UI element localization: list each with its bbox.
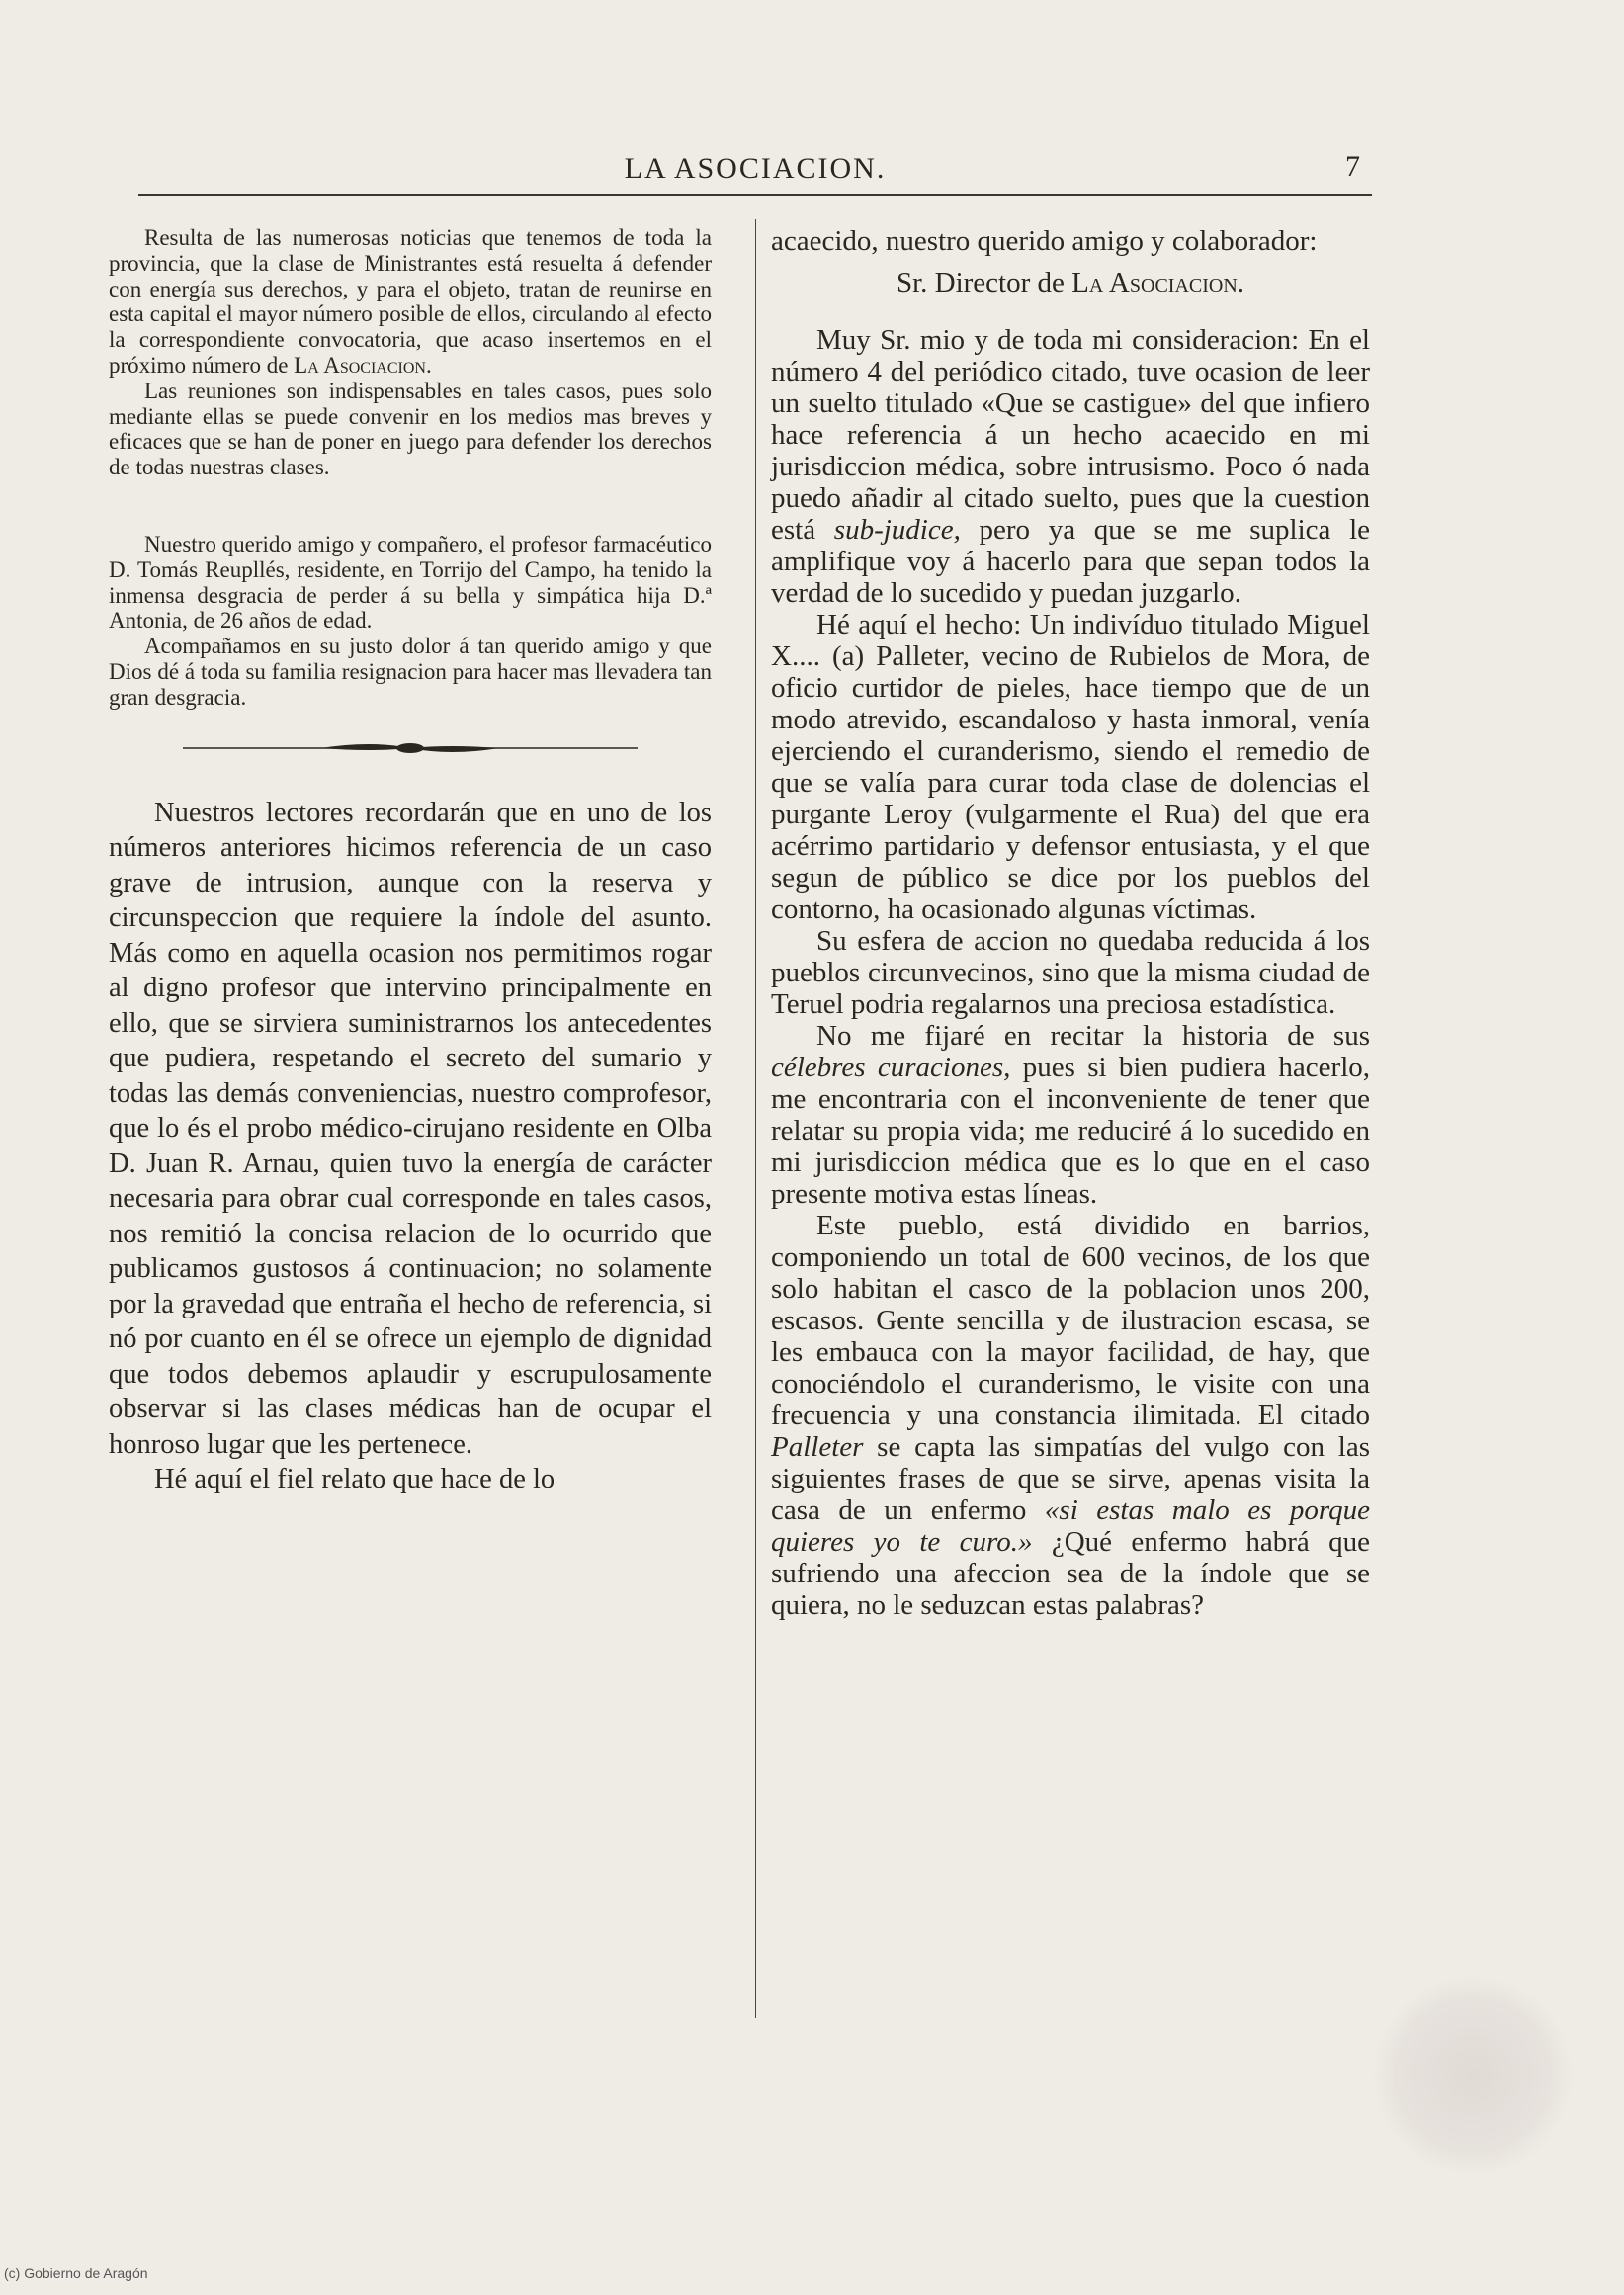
letter-p1-a: Muy Sr. mio y de toda mi consideracion: En el número 4 del periódico citado, tuve ocasion de leer un suelto titulado «Que se castigue» del que infiero hace referencia á un hecho acaecido en mi jurisdiccion médica, sobre intrusismo. Poco ó nada puedo añadir al citado suelto, pues que la cuestion está: [771, 324, 1370, 546]
notice-obituary: Nuestro querido amigo y compañero, el profesor farmacéutico D. Tomás Reupllés, residente, en Torrijo del Campo, ha tenido la inmensa desgracia de perder á su bella y simpática hija D.ª Antonia, de 26 años de edad.: [109, 531, 712, 634]
letter-paragraph-3: Su esfera de accion no quedaba reducida á los pueblos circunvecinos, sino que la misma ciudad de Teruel podria regalarnos una preciosa estadística.: [771, 925, 1370, 1020]
letter-paragraph-5: [771, 1210, 1370, 1621]
letter-p5-italic-1: Palleter: [771, 1431, 864, 1463]
letter-p4-a: No me fijaré en recitar la historia de sus: [816, 1020, 1370, 1052]
spacer: [771, 298, 1370, 324]
column-divider: [755, 219, 756, 2018]
letter-p5-italic-2: «si estas malo es porque quieres yo te curo.»: [771, 1494, 1371, 1558]
letter-p4-b: pues si bien pudiera hacerlo, me encontraria con el inconveniente de tener que relatar su propia vida; me reduciré á lo sucedido en mi jurisdiccion médica que es lo que en el caso presente motiva estas líneas.: [771, 1052, 1371, 1210]
spacer: [109, 480, 712, 506]
letter-p5-b: se capta las simpatías del vulgo con las siguientes frases de que se sirve, apenas visita la casa de un enfermo: [771, 1431, 1370, 1526]
letter-paragraph-4: [771, 1020, 1370, 1210]
salutation-prefix: Sr. Director de: [896, 267, 1065, 298]
notice-reuniones: Las reuniones son indispensables en tales casos, pues solo mediante ellas se puede convenir en los medios mas breves y eficaces que se han de poner en juego para defender los derechos de todas nuestras clases.: [109, 378, 712, 480]
article-lead-in: Hé aquí el fiel relato que hace de lo: [154, 1464, 556, 1495]
section-ornament: [183, 738, 638, 758]
library-stamp: [1374, 1977, 1572, 2174]
spacer: [771, 257, 1370, 267]
notice-condolence: Acompañamos en su justo dolor á tan querido amigo y que Dios dé á toda su familia resignacion para hacer mas llevadera tan gran desgracia.: [109, 634, 712, 710]
salutation-journal: La Asociacion.: [1071, 267, 1245, 298]
page-number: 7: [1345, 150, 1360, 183]
notice-ministrantes: Resulta de las numerosas noticias que tenemos de toda la provincia, que la clase de Ministrantes está resuelta á defender con energía sus derechos, y para el objeto, tratan de reunirse en esta capital el mayor número posible de ellos, circulando al efecto la correspondiente convocatoria, que acaso insertemos en el próximo número de La Asociacion.: [109, 225, 712, 378]
notice-ministrantes-text: Resulta de las numerosas noticias que tenemos de toda la provincia, que la clase de Ministrantes está resuelta á defender con energía sus derechos, y para el objeto, tratan de reunirse en esta capital el mayor número posible de ellos, circulando al efecto la correspondiente convocatoria, que acaso insertemos en el próximo número de: [109, 225, 712, 378]
page-header: [138, 148, 1372, 188]
header-rule: [138, 194, 1372, 196]
copyright-credit: (c) Gobierno de Aragón: [4, 2265, 148, 2281]
letter-intro: acaecido, nuestro querido amigo y colaborador:: [771, 225, 1318, 257]
article-intro: Nuestros lectores recordarán que en uno de los números anteriores hicimos referencia de un caso grave de intrusion, aunque con la reserva y circunspeccion que requiere la índole del asunto. Más como en aquella ocasion nos permitimos rogar al digno profesor que intervino principalmente en ello, que se sirviera suministrarnos los antecedentes que pudiera, respetando el secreto del sumario y todas las demás conveniencias, nuestro comprofesor, que lo és el probo médico-cirujano residente en Olba D. Juan R. Arnau, quien tuvo la energía de carácter necesaria para obrar cual corresponde en tales casos, nos remitió la concisa relacion de lo ocurrido que publicamos gustosos á continuacion; no solamente por la gravedad que entraña el hecho de referencia, si nó por cuanto en él se ofrece un ejemplo de dignidad que todos debemos aplaudir y escrupulosamente observar si las clases médicas han de ocupar el honroso lugar que les pertenece.: [109, 797, 712, 1460]
letter-paragraph-2: Hé aquí el hecho: Un indivíduo titulado Miguel X.... (a) Palleter, vecino de Rubielos de Mora, de oficio curtidor de pieles, hace tiempo que de un modo atrevido, escandaloso y hasta inmoral, venía ejerciendo el curanderismo, siendo el remedio de que se valía para curar toda clase de dolencias el purgante Leroy (vulgarmente el Rua) del que era acérrimo partidario y defensor entusiasta, y el que segun de público se dice por los pueblos del contorno, ha ocasionado algunas víctimas.: [771, 609, 1370, 925]
letter-p4-italic: célebres curaciones,: [771, 1052, 1011, 1083]
right-column: [771, 225, 1370, 1621]
spacer: [109, 506, 712, 532]
letter-paragraph-1: [771, 324, 1370, 609]
journal-title: LA ASOCIACION.: [624, 152, 887, 185]
letter-p5-c: ¿Qué enfermo habrá que sufriendo una afeccion sea de la índole que se quiera, no le seduzcan estas palabras?: [771, 1526, 1370, 1621]
left-column: [109, 225, 712, 1497]
letter-p1-italic: sub-judice,: [833, 514, 961, 546]
journal-name: La Asociacion: [294, 352, 426, 378]
letter-p1-b: pero ya que se me suplica le amplifique voy á hacerlo para que sepan todos la verdad de lo sucedido y puedan juzgarlo.: [771, 514, 1371, 609]
letter-p5-a: Este pueblo, está dividido en barrios, componiendo un total de 600 vecinos, de los que solo habitan el casco de la poblacion unos 200, escasos. Gente sencilla y de ilustracion escasa, se les embauca con la mayor facilidad, de hay, que conociéndolo el curanderismo, le visite con una frecuencia y una constancia ilimitada. El citado: [771, 1210, 1370, 1431]
letter-salutation: [771, 267, 1370, 298]
